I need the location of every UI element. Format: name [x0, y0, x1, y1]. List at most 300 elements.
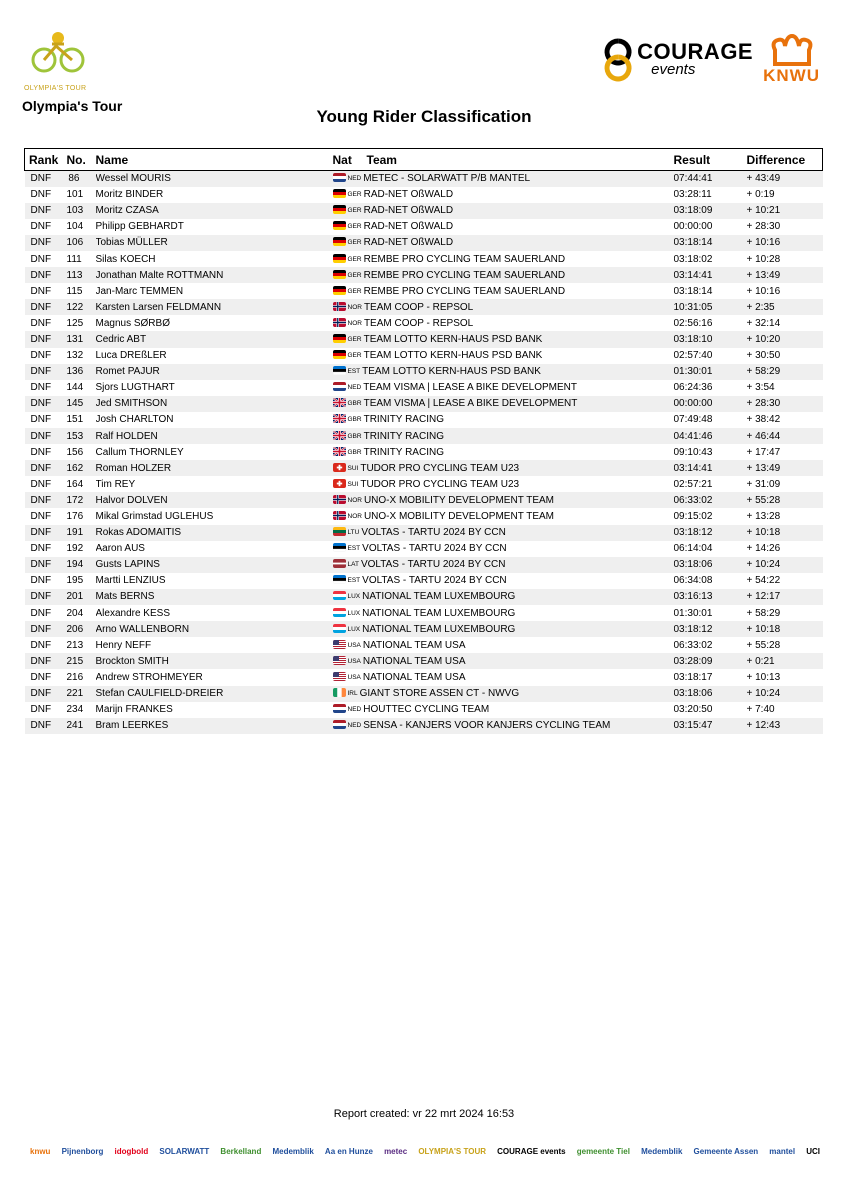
- team-name: TUDOR PRO CYCLING TEAM U23: [360, 462, 520, 474]
- nationality-code: GER: [347, 287, 362, 295]
- table-row: [25, 686, 823, 702]
- rider-name-cell: Jonathan Malte ROTTMANN: [95, 269, 224, 281]
- result-time-cell: 01:30:01: [673, 366, 713, 378]
- team-name: TEAM LOTTO KERN-HAUS PSD BANK: [363, 350, 543, 362]
- column-header-no: No.: [67, 149, 96, 171]
- rider-name-cell: Romet PAJUR: [95, 366, 160, 378]
- bib-number-cell: 131: [66, 333, 84, 345]
- nat-team-cell: [333, 251, 674, 267]
- difference-cell: + 43:49: [746, 173, 781, 185]
- column-header-name: Name: [96, 149, 333, 171]
- table-row: [25, 235, 823, 251]
- nationality-code: GER: [347, 255, 362, 263]
- team-name: NATIONAL TEAM USA: [362, 639, 466, 651]
- sponsor-strip: [30, 1130, 820, 1172]
- difference-cell: + 32:14: [746, 317, 781, 329]
- bib-number-cell: 106: [66, 237, 84, 249]
- difference-cell: + 54:22: [746, 575, 781, 587]
- rider-name-cell: Martti LENZIUS: [95, 575, 166, 587]
- olympias-tour-logo-icon: [28, 30, 88, 80]
- rider-name-cell: Moritz BINDER: [95, 189, 164, 201]
- ltu-flag-icon: [333, 527, 346, 536]
- rank-cell: DNF: [30, 221, 52, 233]
- nationality-code: LUX: [347, 609, 361, 617]
- rank-cell: DNF: [30, 414, 52, 426]
- sui-flag-icon: [333, 463, 346, 472]
- ger-flag-icon: [333, 189, 346, 198]
- difference-cell: + 10:28: [746, 253, 781, 265]
- rider-name-cell: Stefan CAULFIELD-DREIER: [95, 688, 224, 700]
- table-row: [25, 171, 823, 187]
- result-time-cell: 02:57:21: [673, 478, 713, 490]
- rank-cell: DNF: [30, 655, 52, 667]
- ger-flag-icon: [333, 286, 346, 295]
- lux-flag-icon: [333, 591, 346, 600]
- tour-logo-caption: OLYMPIA'S TOUR: [24, 85, 87, 92]
- result-time-cell: 03:18:10: [673, 333, 713, 345]
- nat-team-cell: [333, 235, 674, 251]
- nationality-code: NOR: [347, 496, 362, 504]
- ned-flag-icon: [333, 720, 346, 729]
- rank-cell: DNF: [30, 543, 52, 555]
- table-row: [25, 348, 823, 364]
- rider-name-cell: Halvor DOLVEN: [95, 494, 168, 506]
- difference-cell: + 58:29: [746, 366, 781, 378]
- nat-team-cell: [333, 412, 674, 428]
- team-name: VOLTAS - TARTU 2024 BY CCN: [362, 575, 507, 587]
- bib-number-cell: 176: [66, 511, 84, 523]
- difference-cell: + 10:16: [746, 237, 781, 249]
- result-time-cell: 03:16:13: [673, 591, 713, 603]
- table-row: [25, 299, 823, 315]
- rank-cell: DNF: [30, 494, 52, 506]
- rank-cell: DNF: [30, 478, 52, 490]
- bib-number-cell: 164: [66, 478, 84, 490]
- difference-cell: + 28:30: [746, 398, 781, 410]
- nat-team-cell: [333, 315, 674, 331]
- ger-flag-icon: [333, 334, 346, 343]
- difference-cell: + 12:43: [746, 720, 781, 732]
- result-time-cell: 03:14:41: [673, 462, 713, 474]
- rider-name-cell: Silas KOECH: [95, 253, 156, 265]
- team-name: TRINITY RACING: [363, 446, 444, 458]
- difference-cell: + 10:18: [746, 623, 781, 635]
- rider-name-cell: Sjors LUGTHART: [95, 382, 175, 394]
- nationality-code: NED: [347, 175, 362, 183]
- rider-name-cell: Gusts LAPINS: [95, 559, 160, 571]
- rider-name-cell: Cedric ABT: [95, 333, 147, 345]
- team-name: UNO-X MOBILITY DEVELOPMENT TEAM: [363, 511, 554, 523]
- sponsor-logo: knwu: [30, 1146, 51, 1156]
- team-name: UNO-X MOBILITY DEVELOPMENT TEAM: [363, 494, 554, 506]
- lat-flag-icon: [333, 559, 346, 568]
- nat-team-cell: [333, 364, 674, 380]
- result-time-cell: 09:15:02: [673, 511, 713, 523]
- sponsor-logo: Medemblik: [641, 1146, 683, 1156]
- bib-number-cell: 136: [66, 366, 84, 378]
- nat-team-cell: [333, 653, 674, 669]
- rank-cell: DNF: [30, 430, 52, 442]
- bib-number-cell: 115: [66, 285, 83, 297]
- team-name: HOUTTEC CYCLING TEAM: [363, 704, 490, 716]
- usa-flag-icon: [333, 672, 346, 681]
- rank-cell: DNF: [30, 350, 52, 362]
- rank-cell: DNF: [30, 366, 52, 378]
- table-row: [25, 573, 823, 589]
- rider-name-cell: Jed SMITHSON: [95, 398, 168, 410]
- ger-flag-icon: [333, 205, 346, 214]
- rank-cell: DNF: [30, 382, 52, 394]
- result-time-cell: 06:24:36: [673, 382, 713, 394]
- report-created: Report created: vr 22 mrt 2024 16:53: [333, 1108, 515, 1120]
- column-header-rank: Rank: [25, 149, 67, 171]
- result-time-cell: 03:14:41: [673, 269, 713, 281]
- nat-team-cell: [333, 492, 674, 508]
- team-name: GIANT STORE ASSEN CT - NWVG: [359, 688, 520, 700]
- ger-flag-icon: [333, 270, 346, 279]
- table-header-row: [25, 149, 823, 171]
- table-row: [25, 492, 823, 508]
- sui-flag-icon: [333, 479, 346, 488]
- nationality-code: EST: [347, 577, 361, 585]
- difference-cell: + 55:28: [746, 639, 781, 651]
- table-row: [25, 315, 823, 331]
- rider-name-cell: Rokas ADOMAITIS: [95, 527, 182, 539]
- nat-team-cell: [333, 686, 674, 702]
- nat-team-cell: [333, 428, 674, 444]
- difference-cell: + 10:24: [746, 559, 781, 571]
- sponsor-logo: Medemblik: [272, 1146, 314, 1156]
- table-row: [25, 525, 823, 541]
- nor-flag-icon: [333, 511, 346, 520]
- result-time-cell: 03:18:06: [673, 688, 713, 700]
- nationality-code: USA: [347, 673, 361, 681]
- rider-name-cell: Philipp GEBHARDT: [95, 221, 184, 233]
- rank-cell: DNF: [30, 237, 52, 249]
- result-time-cell: 03:28:09: [673, 655, 713, 667]
- rank-cell: DNF: [30, 575, 52, 587]
- difference-cell: + 3:54: [746, 382, 775, 394]
- rank-cell: DNF: [30, 688, 52, 700]
- team-name: REMBE PRO CYCLING TEAM SAUERLAND: [363, 269, 566, 281]
- table-row: [25, 428, 823, 444]
- team-name: TEAM COOP - REPSOL: [363, 317, 474, 329]
- nationality-code: GBR: [347, 448, 362, 456]
- table-row: [25, 412, 823, 428]
- column-header-result: Result: [674, 149, 747, 171]
- rank-cell: DNF: [30, 671, 52, 683]
- team-name: METEC - SOLARWATT P/B MANTEL: [363, 173, 531, 185]
- nat-team-cell: [333, 171, 674, 187]
- est-flag-icon: [333, 543, 346, 552]
- rank-cell: DNF: [30, 301, 52, 313]
- table-row: [25, 283, 823, 299]
- result-time-cell: 03:18:12: [673, 623, 713, 635]
- table-row: [25, 605, 823, 621]
- team-name: VOLTAS - TARTU 2024 BY CCN: [361, 527, 506, 539]
- table-row: [25, 476, 823, 492]
- table-row: [25, 267, 823, 283]
- lux-flag-icon: [333, 624, 346, 633]
- nationality-code: GER: [347, 352, 362, 360]
- bib-number-cell: 206: [66, 623, 84, 635]
- gbr-flag-icon: [333, 431, 346, 440]
- team-name: TUDOR PRO CYCLING TEAM U23: [360, 478, 520, 490]
- rank-cell: DNF: [30, 511, 52, 523]
- rider-name-cell: Moritz CZASA: [95, 205, 159, 217]
- team-name: TEAM VISMA | LEASE A BIKE DEVELOPMENT: [363, 382, 578, 394]
- team-name: TEAM LOTTO KERN-HAUS PSD BANK: [363, 333, 543, 345]
- usa-flag-icon: [333, 656, 346, 665]
- ger-flag-icon: [333, 254, 346, 263]
- result-time-cell: 03:18:06: [673, 559, 713, 571]
- bib-number-cell: 241: [66, 720, 84, 732]
- rank-cell: DNF: [30, 639, 52, 651]
- page-title: Young Rider Classification: [316, 107, 532, 126]
- gbr-flag-icon: [333, 398, 346, 407]
- nationality-code: GER: [347, 239, 362, 247]
- nor-flag-icon: [333, 302, 346, 311]
- nationality-code: GBR: [347, 400, 362, 408]
- results-table: [24, 148, 823, 734]
- nat-team-cell: [333, 525, 674, 541]
- nat-team-cell: [333, 396, 674, 412]
- table-row: [25, 203, 823, 219]
- nationality-code: LAT: [347, 561, 359, 569]
- nationality-code: EST: [347, 368, 361, 376]
- bib-number-cell: 151: [66, 414, 84, 426]
- table-row: [25, 251, 823, 267]
- team-name: TRINITY RACING: [363, 430, 444, 442]
- sponsor-logo: Pijnenborg: [61, 1146, 104, 1156]
- sponsor-logo: OLYMPIA'S TOUR: [418, 1146, 487, 1156]
- nationality-code: NOR: [347, 513, 362, 521]
- rider-name-cell: Arno WALLENBORN: [95, 623, 190, 635]
- bib-number-cell: 101: [66, 189, 84, 201]
- team-name: RAD-NET OßWALD: [363, 189, 454, 201]
- rider-name-cell: Aaron AUS: [95, 543, 145, 555]
- ned-flag-icon: [333, 382, 346, 391]
- results-body: [25, 171, 823, 734]
- nat-team-cell: [333, 267, 674, 283]
- difference-cell: + 14:26: [746, 543, 781, 555]
- rider-name-cell: Josh CHARLTON: [95, 414, 174, 426]
- gbr-flag-icon: [333, 414, 346, 423]
- difference-cell: + 7:40: [746, 704, 775, 716]
- table-row: [25, 637, 823, 653]
- bib-number-cell: 172: [66, 494, 84, 506]
- bib-number-cell: 132: [66, 350, 84, 362]
- nat-team-cell: [333, 331, 674, 347]
- difference-cell: + 10:24: [746, 688, 781, 700]
- table-row: [25, 396, 823, 412]
- sponsor-logo: Berkelland: [220, 1146, 262, 1156]
- bib-number-cell: 86: [68, 173, 80, 185]
- nat-team-cell: [333, 573, 674, 589]
- nationality-code: GER: [347, 335, 362, 343]
- table-row: [25, 444, 823, 460]
- result-time-cell: 07:44:41: [673, 173, 713, 185]
- column-header-nat: Nat: [333, 149, 367, 171]
- result-time-cell: 03:18:14: [673, 237, 713, 249]
- rider-name-cell: Tobias MÜLLER: [95, 237, 168, 249]
- bib-number-cell: 201: [66, 591, 84, 603]
- rider-name-cell: Wessel MOURIS: [95, 173, 171, 185]
- difference-cell: + 31:09: [746, 478, 781, 490]
- column-header-team: Team: [367, 149, 674, 171]
- nationality-code: GBR: [347, 432, 362, 440]
- nat-team-cell: [333, 605, 674, 621]
- difference-cell: + 0:21: [746, 655, 775, 667]
- rank-cell: DNF: [30, 317, 52, 329]
- bib-number-cell: 125: [66, 317, 84, 329]
- bib-number-cell: 221: [66, 688, 84, 700]
- bib-number-cell: 216: [66, 671, 84, 683]
- table-row: [25, 508, 823, 524]
- nationality-code: GER: [347, 207, 362, 215]
- table-row: [25, 557, 823, 573]
- nat-team-cell: [333, 508, 674, 524]
- nat-team-cell: [333, 219, 674, 235]
- table-row: [25, 541, 823, 557]
- result-time-cell: 06:33:02: [673, 639, 713, 651]
- nationality-code: GER: [347, 191, 362, 199]
- organizer-logos: [603, 34, 820, 86]
- result-time-cell: 03:18:02: [673, 253, 713, 265]
- bib-number-cell: 122: [66, 301, 84, 313]
- team-name: RAD-NET OßWALD: [363, 205, 454, 217]
- nationality-code: LTU: [347, 529, 360, 537]
- nat-team-cell: [333, 299, 674, 315]
- bib-number-cell: 111: [66, 253, 82, 265]
- bib-number-cell: 145: [66, 398, 84, 410]
- team-name: NATIONAL TEAM LUXEMBOURG: [362, 607, 516, 619]
- team-name: NATIONAL TEAM USA: [362, 655, 466, 667]
- difference-cell: + 17:47: [746, 446, 781, 458]
- table-row: [25, 187, 823, 203]
- difference-cell: + 13:49: [746, 269, 781, 281]
- team-name: TRINITY RACING: [363, 414, 444, 426]
- rank-cell: DNF: [30, 398, 52, 410]
- team-name: VOLTAS - TARTU 2024 BY CCN: [360, 559, 506, 571]
- team-name: REMBE PRO CYCLING TEAM SAUERLAND: [363, 253, 566, 265]
- ger-flag-icon: [333, 350, 346, 359]
- nat-team-cell: [333, 283, 674, 299]
- team-name: TEAM COOP - REPSOL: [363, 301, 474, 313]
- irl-flag-icon: [333, 688, 346, 697]
- table-row: [25, 460, 823, 476]
- nor-flag-icon: [333, 495, 346, 504]
- bib-number-cell: 153: [66, 430, 84, 442]
- result-time-cell: 00:00:00: [673, 221, 713, 233]
- bib-number-cell: 204: [66, 607, 84, 619]
- difference-cell: + 28:30: [746, 221, 781, 233]
- rank-cell: DNF: [30, 591, 52, 603]
- rider-name-cell: Brockton SMITH: [95, 655, 169, 667]
- rank-cell: DNF: [30, 333, 52, 345]
- difference-cell: + 10:20: [746, 333, 781, 345]
- table-row: [25, 669, 823, 685]
- courage-events-logo: [603, 38, 753, 82]
- rank-cell: DNF: [30, 607, 52, 619]
- sponsor-logo: metec: [384, 1146, 408, 1156]
- nationality-code: NED: [347, 706, 362, 714]
- sponsor-logo: SOLARWATT: [159, 1146, 210, 1156]
- knwu-logo: [763, 34, 820, 86]
- nat-team-cell: [333, 621, 674, 637]
- nationality-code: NOR: [347, 303, 362, 311]
- rank-cell: DNF: [30, 623, 52, 635]
- difference-cell: + 46:44: [746, 430, 781, 442]
- rank-cell: DNF: [30, 559, 52, 571]
- nat-team-cell: [333, 589, 674, 605]
- nat-team-cell: [333, 637, 674, 653]
- est-flag-icon: [333, 575, 346, 584]
- rank-cell: DNF: [30, 527, 52, 539]
- team-name: RAD-NET OßWALD: [363, 237, 454, 249]
- sponsor-logo: Gemeente Assen: [693, 1146, 759, 1156]
- bib-number-cell: 191: [66, 527, 84, 539]
- nationality-code: NED: [347, 722, 362, 730]
- rider-name-cell: Callum THORNLEY: [95, 446, 184, 458]
- nationality-code: SUI: [347, 480, 359, 488]
- rider-name-cell: Andrew STROHMEYER: [95, 671, 203, 683]
- difference-cell: + 58:29: [746, 607, 781, 619]
- result-time-cell: 06:34:08: [673, 575, 713, 587]
- rider-name-cell: Mikal Grimstad UGLEHUS: [95, 511, 214, 523]
- result-time-cell: 04:41:46: [673, 430, 713, 442]
- sponsor-logo: Aa en Hunze: [324, 1146, 373, 1156]
- rider-name-cell: Alexandre KESS: [95, 607, 170, 619]
- difference-cell: + 0:19: [746, 189, 775, 201]
- nat-team-cell: [333, 203, 674, 219]
- rider-name-cell: Magnus SØRBØ: [95, 317, 170, 329]
- difference-cell: + 10:21: [746, 205, 781, 217]
- table-row: [25, 331, 823, 347]
- nationality-code: IRL: [347, 690, 358, 698]
- result-time-cell: 02:57:40: [673, 350, 713, 362]
- team-name: NATIONAL TEAM LUXEMBOURG: [362, 591, 516, 603]
- table-row: [25, 718, 823, 734]
- bib-number-cell: 113: [66, 269, 83, 281]
- events-wordmark: events: [651, 61, 696, 79]
- sponsor-logo: idogbold: [114, 1146, 149, 1156]
- result-time-cell: 06:33:02: [673, 494, 713, 506]
- rider-name-cell: Jan-Marc TEMMEN: [95, 285, 184, 297]
- team-name: RAD-NET OßWALD: [363, 221, 454, 233]
- nat-team-cell: [333, 444, 674, 460]
- rider-name-cell: Tim REY: [95, 478, 136, 490]
- team-name: SENSA - KANJERS VOOR KANJERS CYCLING TEAM: [363, 720, 611, 732]
- courage-logo-icon: [603, 38, 633, 82]
- rank-cell: DNF: [30, 173, 52, 185]
- nationality-code: USA: [347, 641, 361, 649]
- rider-name-cell: Roman HOLZER: [95, 462, 172, 474]
- sponsor-logo: gemeente Tiel: [576, 1146, 630, 1156]
- difference-cell: + 13:49: [746, 462, 781, 474]
- team-name: TEAM VISMA | LEASE A BIKE DEVELOPMENT: [363, 398, 578, 410]
- nationality-code: EST: [347, 545, 361, 553]
- result-time-cell: 09:10:43: [673, 446, 713, 458]
- nat-team-cell: [333, 348, 674, 364]
- ger-flag-icon: [333, 221, 346, 230]
- ger-flag-icon: [333, 237, 346, 246]
- difference-cell: + 10:18: [746, 527, 781, 539]
- ned-flag-icon: [333, 704, 346, 713]
- rider-name-cell: Bram LEERKES: [95, 720, 169, 732]
- team-name: VOLTAS - TARTU 2024 BY CCN: [362, 543, 507, 555]
- result-time-cell: 07:49:48: [673, 414, 713, 426]
